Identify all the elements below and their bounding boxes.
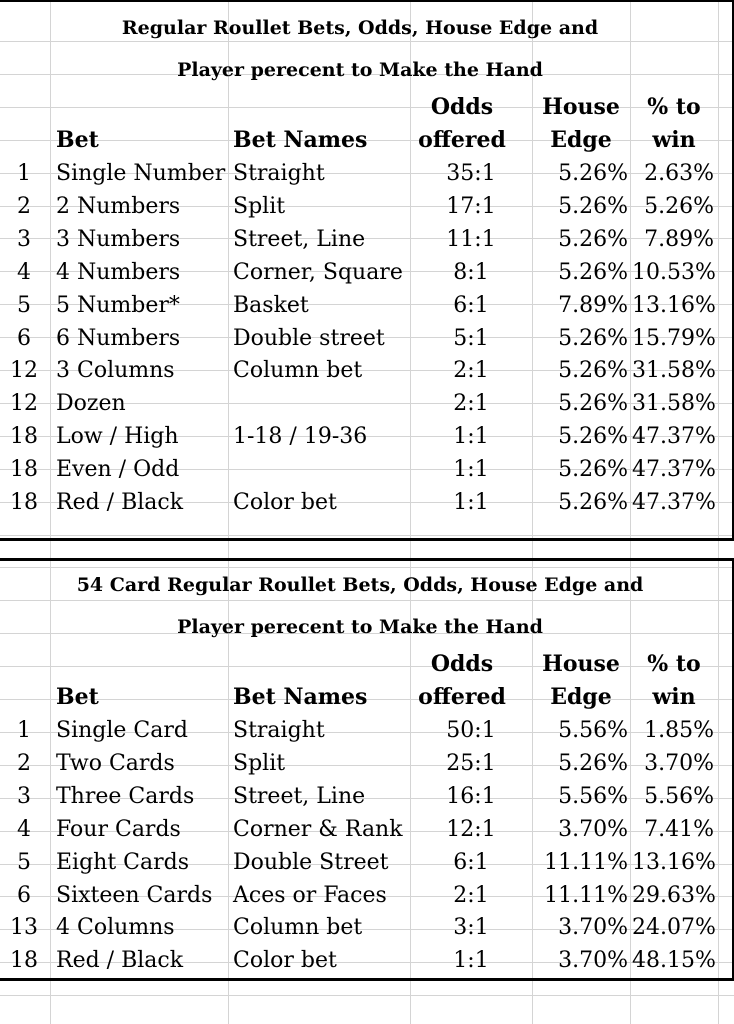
win-percent-cell: 7.41% xyxy=(644,816,714,842)
house-edge-header-bottom: Edge xyxy=(550,684,612,710)
house-edge-header-top: House xyxy=(542,94,620,120)
bet-cell: Red / Black xyxy=(56,948,184,974)
row-number: 4 xyxy=(17,816,31,842)
odds-cell: 12:1 xyxy=(446,816,496,842)
win-percent-cell: 5.26% xyxy=(644,193,714,219)
row-number: 1 xyxy=(17,161,31,186)
row-number: 12 xyxy=(10,391,38,417)
house-edge-cell: 5.26% xyxy=(558,358,628,384)
win-percent-cell: 29.63% xyxy=(632,882,716,908)
house-edge-cell: 5.26% xyxy=(558,490,628,515)
win-percent-cell: 13.16% xyxy=(632,849,716,875)
house-edge-cell: 5.56% xyxy=(558,718,628,743)
odds-cell: 6:1 xyxy=(453,849,489,875)
bet-cell: Low / High xyxy=(56,424,179,450)
bet-cell: Single Card xyxy=(56,718,188,743)
bet-name-cell: Split xyxy=(233,750,286,776)
odds-cell: 2:1 xyxy=(453,882,489,908)
house-edge-cell: 5.26% xyxy=(558,457,628,483)
row-number: 3 xyxy=(17,783,31,809)
row-number: 6 xyxy=(17,325,31,351)
bet-header: Bet xyxy=(56,684,99,710)
odds-cell: 2:1 xyxy=(453,391,489,417)
odds-cell: 1:1 xyxy=(453,424,489,450)
bet-cell: Even / Odd xyxy=(56,457,180,483)
win-header-top: % to xyxy=(647,651,701,677)
roulette-table-title: Regular Roullet Bets, Odds, House Edge and xyxy=(121,17,599,39)
odds-cell: 1:1 xyxy=(453,457,489,483)
bet-cell: 2 Numbers xyxy=(56,193,181,219)
bet-name-cell: Street, Line xyxy=(233,783,366,809)
win-percent-cell: 24.07% xyxy=(632,915,716,941)
odds-header-top: Odds xyxy=(430,651,494,677)
row-number: 2 xyxy=(17,193,31,219)
odds-cell: 17:1 xyxy=(446,193,496,219)
bet-name-cell: Corner & Rank xyxy=(233,816,403,842)
bet-header: Bet xyxy=(56,127,99,153)
win-percent-cell: 15.79% xyxy=(632,325,716,351)
bet-names-header: Bet Names xyxy=(233,684,368,710)
win-percent-cell: 31.58% xyxy=(632,358,716,384)
row-number: 18 xyxy=(10,424,38,450)
house-edge-cell: 3.70% xyxy=(558,915,628,941)
win-percent-cell: 47.37% xyxy=(632,457,716,483)
win-header-bottom: win xyxy=(652,127,696,153)
bet-name-cell: Split xyxy=(233,193,286,219)
odds-header-bottom: offered xyxy=(418,684,506,710)
bet-name-cell: Corner, Square xyxy=(233,259,403,285)
house-edge-cell: 3.70% xyxy=(558,948,628,974)
bet-cell: Dozen xyxy=(56,391,126,417)
bet-name-cell: Aces or Faces xyxy=(233,882,387,908)
row-number: 5 xyxy=(17,849,31,875)
bet-name-cell: Street, Line xyxy=(233,226,366,252)
bet-cell: 3 Numbers xyxy=(56,226,181,252)
odds-cell: 2:1 xyxy=(453,358,489,384)
odds-cell: 16:1 xyxy=(446,783,496,809)
row-number: 4 xyxy=(17,259,31,285)
roulette-table-subtitle: Player perecent to Make the Hand xyxy=(177,59,543,81)
house-edge-cell: 5.26% xyxy=(558,325,628,351)
row-number: 13 xyxy=(10,915,38,941)
bet-names-header: Bet Names xyxy=(233,127,368,153)
win-percent-cell: 13.16% xyxy=(632,292,716,318)
row-number: 2 xyxy=(17,750,31,776)
win-percent-cell: 47.37% xyxy=(632,424,716,450)
odds-cell: 3:1 xyxy=(453,915,489,941)
bet-name-cell: Color bet xyxy=(233,490,337,515)
odds-cell: 6:1 xyxy=(453,292,489,318)
house-edge-cell: 5.26% xyxy=(558,424,628,450)
odds-cell: 1:1 xyxy=(453,490,489,515)
house-edge-cell: 7.89% xyxy=(558,292,628,318)
odds-header-top: Odds xyxy=(430,94,494,120)
odds-header-bottom: offered xyxy=(418,127,506,153)
house-edge-header-top: House xyxy=(542,651,620,677)
bet-name-cell: Color bet xyxy=(233,948,337,974)
house-edge-cell: 5.26% xyxy=(558,750,628,776)
odds-cell: 35:1 xyxy=(446,161,496,186)
bet-name-cell: Basket xyxy=(233,292,309,318)
bet-name-cell: Double Street xyxy=(233,849,389,875)
odds-cell: 5:1 xyxy=(453,325,489,351)
bet-cell: 4 Columns xyxy=(56,915,175,941)
win-percent-cell: 47.37% xyxy=(632,490,716,515)
bet-name-cell: 1-18 / 19-36 xyxy=(233,424,368,450)
row-number: 18 xyxy=(10,457,38,483)
bet-name-cell: Column bet xyxy=(233,358,363,384)
odds-cell: 1:1 xyxy=(453,948,489,974)
odds-cell: 8:1 xyxy=(453,259,489,285)
row-number: 18 xyxy=(10,948,38,974)
row-number: 18 xyxy=(10,490,38,515)
win-percent-cell: 10.53% xyxy=(632,259,716,285)
house-edge-header-bottom: Edge xyxy=(550,127,612,153)
bet-cell: 3 Columns xyxy=(56,358,175,384)
bet-cell: 5 Number* xyxy=(56,292,180,318)
bet-name-cell: Straight xyxy=(233,718,325,743)
house-edge-cell: 3.70% xyxy=(558,816,628,842)
house-edge-cell: 5.26% xyxy=(558,391,628,417)
win-header-top: % to xyxy=(647,94,701,120)
bet-cell: Four Cards xyxy=(56,816,181,842)
win-header-bottom: win xyxy=(652,684,696,710)
house-edge-cell: 5.26% xyxy=(558,226,628,252)
card-roulette-table-subtitle: Player perecent to Make the Hand xyxy=(177,616,543,638)
win-percent-cell: 2.63% xyxy=(644,161,714,186)
bet-name-cell: Straight xyxy=(233,161,325,186)
row-number: 6 xyxy=(17,882,31,908)
win-percent-cell: 31.58% xyxy=(632,391,716,417)
bet-name-cell: Double street xyxy=(233,325,385,351)
odds-cell: 50:1 xyxy=(446,718,496,743)
house-edge-cell: 5.26% xyxy=(558,161,628,186)
bet-cell: 6 Numbers xyxy=(56,325,181,351)
bet-cell: Two Cards xyxy=(56,750,175,776)
house-edge-cell: 5.26% xyxy=(558,259,628,285)
row-number: 12 xyxy=(10,358,38,384)
row-number: 5 xyxy=(17,292,31,318)
win-percent-cell: 1.85% xyxy=(644,718,714,743)
house-edge-cell: 11.11% xyxy=(544,849,628,875)
house-edge-cell: 5.26% xyxy=(558,193,628,219)
win-percent-cell: 48.15% xyxy=(632,948,716,974)
row-number: 3 xyxy=(17,226,31,252)
house-edge-cell: 11.11% xyxy=(544,882,628,908)
bet-cell: Eight Cards xyxy=(56,849,190,875)
win-percent-cell: 3.70% xyxy=(644,750,714,776)
odds-cell: 11:1 xyxy=(446,226,496,252)
odds-cell: 25:1 xyxy=(446,750,496,776)
row-number: 1 xyxy=(17,718,31,743)
win-percent-cell: 7.89% xyxy=(644,226,714,252)
bet-cell: Three Cards xyxy=(56,783,195,809)
bet-name-cell: Column bet xyxy=(233,915,363,941)
bet-cell: 4 Numbers xyxy=(56,259,181,285)
card-roulette-table-title: 54 Card Regular Roullet Bets, Odds, House Edge and xyxy=(76,574,644,596)
win-percent-cell: 5.56% xyxy=(644,783,714,809)
bet-cell: Red / Black xyxy=(56,490,184,515)
gridline-horizontal xyxy=(0,995,734,996)
bet-cell: Single Number xyxy=(56,161,226,186)
bet-cell: Sixteen Cards xyxy=(56,882,213,908)
house-edge-cell: 5.56% xyxy=(558,783,628,809)
